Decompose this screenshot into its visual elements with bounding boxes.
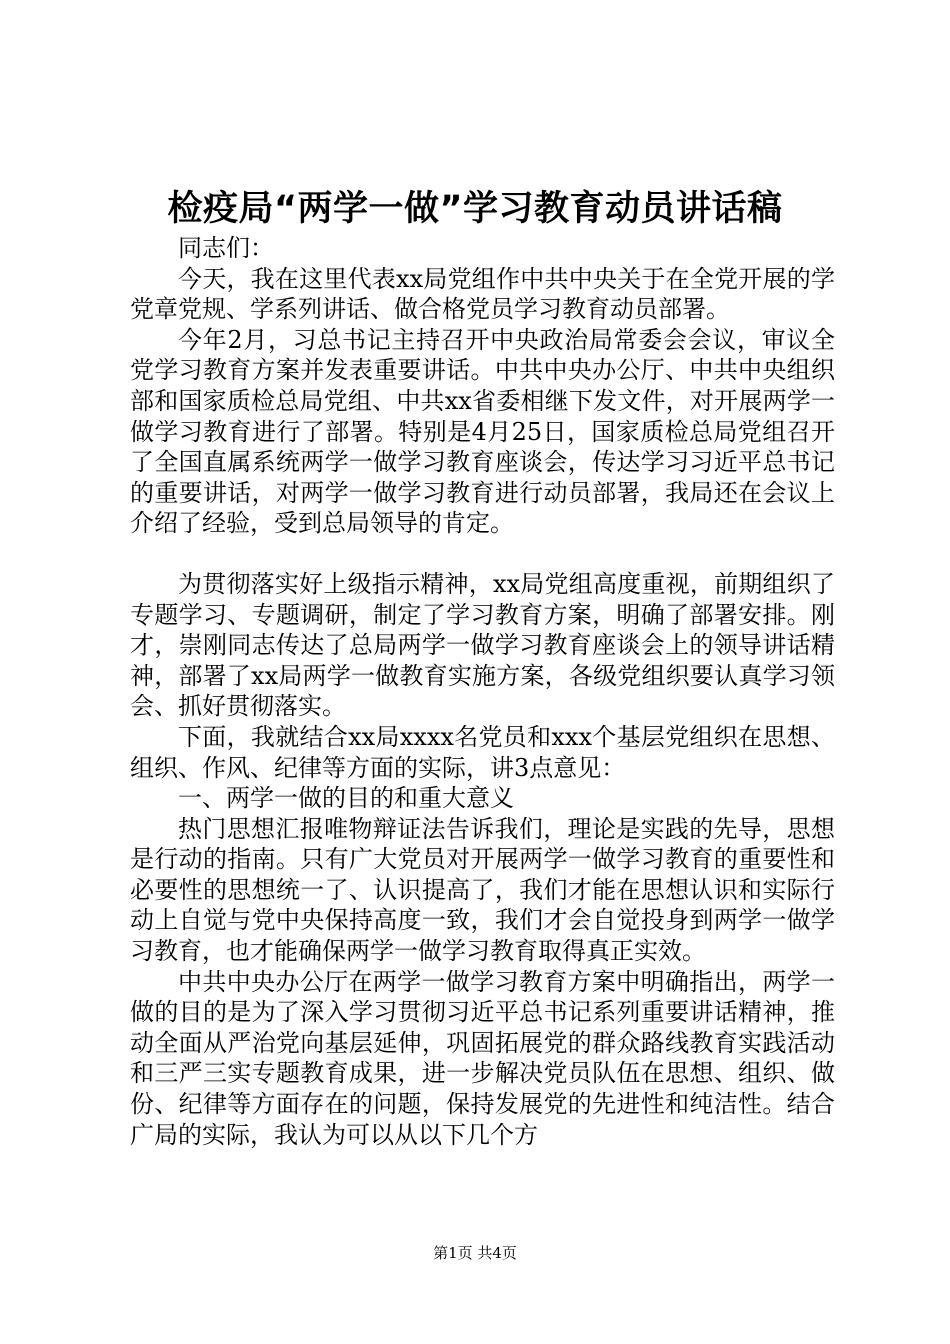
salutation: 同志们：	[178, 234, 274, 262]
paragraph-5: 热门思想汇报唯物辩证法告诉我们，理论是实践的先导，思想是行动的指南。只有广大党员对开展两学一做学习教育的重要性和必要性的思想统一了、认识提高了，我们才能在思想认识和实际行动上自觉与党中央保持高度一致，我们才会自觉投身到两学一做学习教育，也才能确保两学一做学习教育取得真正实效。	[130, 814, 835, 966]
page-footer: 第1页 共4页	[433, 1244, 517, 1262]
paragraph-6: 中共中央办公厅在两学一做学习教育方案中明确指出，两学一做的目的是为了深入学习贯彻习近平总书记系列重要讲话精神，推动全面从严治党向基层延伸，巩固拓展党的群众路线教育实践活动和三严三实专题教育成果，进一步解决党员队伍在思想、组织、做份、纪律等方面存在的问题，保持发展党的先进性和纯洁性。结合广局的实际，我认为可以从以下几个方	[130, 967, 835, 1149]
paragraph-1: 今天，我在这里代表xx局党组作中共中央关于在全党开展的学党章党规、学系列讲话、做合格党员学习教育动员部署。	[130, 264, 835, 324]
paragraph-3: 为贯彻落实好上级指示精神，xx局党组高度重视，前期组织了专题学习、专题调研，制定了学习教育方案，明确了部署安排。刚才，崇刚同志传达了总局两学一做学习教育座谈会上的领导讲话精神，部署了xx局两学一做教育实施方案，各级党组织要认真学习领会、抓好贯彻落实。	[130, 569, 835, 721]
section-heading-1: 一、两学一做的目的和重大意义	[178, 784, 514, 813]
paragraph-4: 下面，我就结合xx局xxxx名党员和xxx个基层党组织在思想、组织、作风、纪律等方面的实际，讲3点意见：	[130, 722, 835, 782]
document-body	[130, 233, 835, 1150]
document-title: 检疫局“两学一做”学习教育动员讲话稿	[167, 189, 783, 229]
paragraph-2: 今年2月，习总书记主持召开中央政治局常委会会议，审议全党学习教育方案并发表重要讲话。中共中央办公厅、中共中央组织部和国家质检总局党组、中共xx省委相继下发文件，对开展两学一做学习教育进行了部署。特别是4月25日，国家质检总局党组召开了全国直属系统两学一做学习教育座谈会，传达学习习近平总书记的重要讲话，对两学一做学习教育进行动员部署，我局还在会议上介绍了经验，受到总局领导的肯定。	[130, 325, 835, 538]
